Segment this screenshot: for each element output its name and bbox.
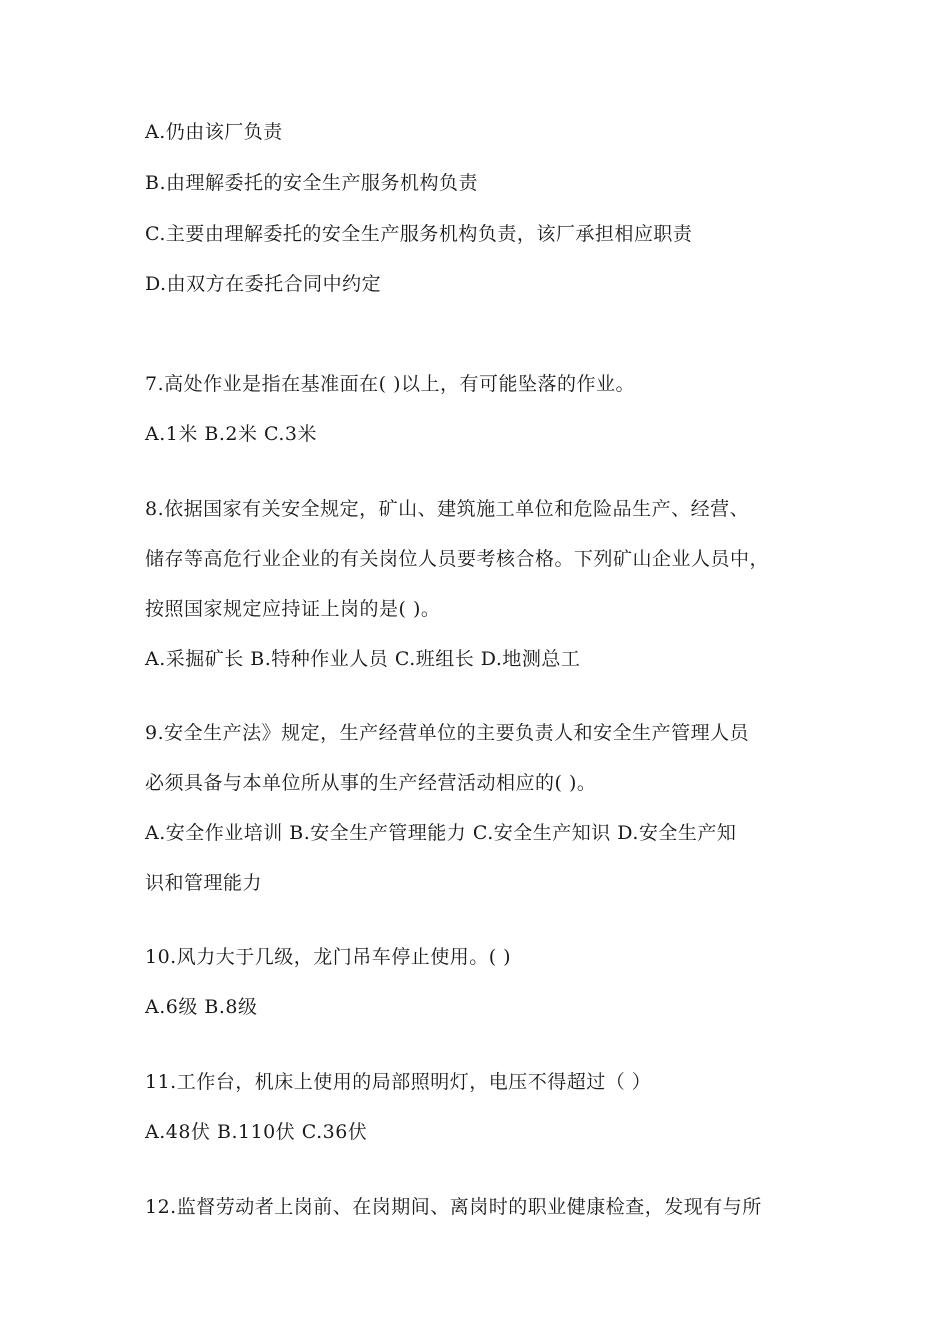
question-12: 12.监督劳动者上岗前、在岗期间、离岗时的职业健康检查，发现有与所 — [145, 1196, 762, 1218]
options-9-line-2: 识和管理能力 — [145, 872, 263, 894]
option-6a: A.仍由该厂负责 — [145, 121, 283, 143]
option-6b: B.由理解委托的安全生产服务机构负责 — [145, 172, 479, 194]
question-8-line-2: 储存等高危行业企业的有关岗位人员要考核合格。下列矿山企业人员中， — [145, 548, 770, 570]
options-7: A.1米 B.2米 C.3米 — [145, 423, 318, 445]
options-10: A.6级 B.8级 — [145, 996, 258, 1018]
question-11: 11.工作台，机床上使用的局部照明灯，电压不得超过（ ） — [145, 1071, 652, 1093]
option-6c: C.主要由理解委托的安全生产服务机构负责，该厂承担相应职责 — [145, 223, 693, 245]
options-9-line-1: A.安全作业培训 B.安全生产管理能力 C.安全生产知识 D.安全生产知 — [145, 822, 737, 844]
option-6d: D.由双方在委托合同中约定 — [145, 273, 382, 295]
question-8-line-1: 8.依据国家有关安全规定，矿山、建筑施工单位和危险品生产、经营、 — [145, 498, 750, 520]
question-9-line-1: 9.安全生产法》规定，生产经营单位的主要负责人和安全生产管理人员 — [145, 722, 750, 744]
question-8-line-3: 按照国家规定应持证上岗的是( )。 — [145, 598, 441, 620]
question-9-line-2: 必须具备与本单位所从事的生产经营活动相应的( )。 — [145, 772, 597, 794]
options-11: A.48伏 B.110伏 C.36伏 — [145, 1121, 368, 1143]
options-8: A.采掘矿长 B.特种作业人员 C.班组长 D.地测总工 — [145, 648, 581, 670]
question-10: 10.风力大于几级，龙门吊车停止使用。( ) — [145, 946, 512, 968]
question-7: 7.高处作业是指在基准面在( )以上，有可能坠落的作业。 — [145, 373, 635, 395]
